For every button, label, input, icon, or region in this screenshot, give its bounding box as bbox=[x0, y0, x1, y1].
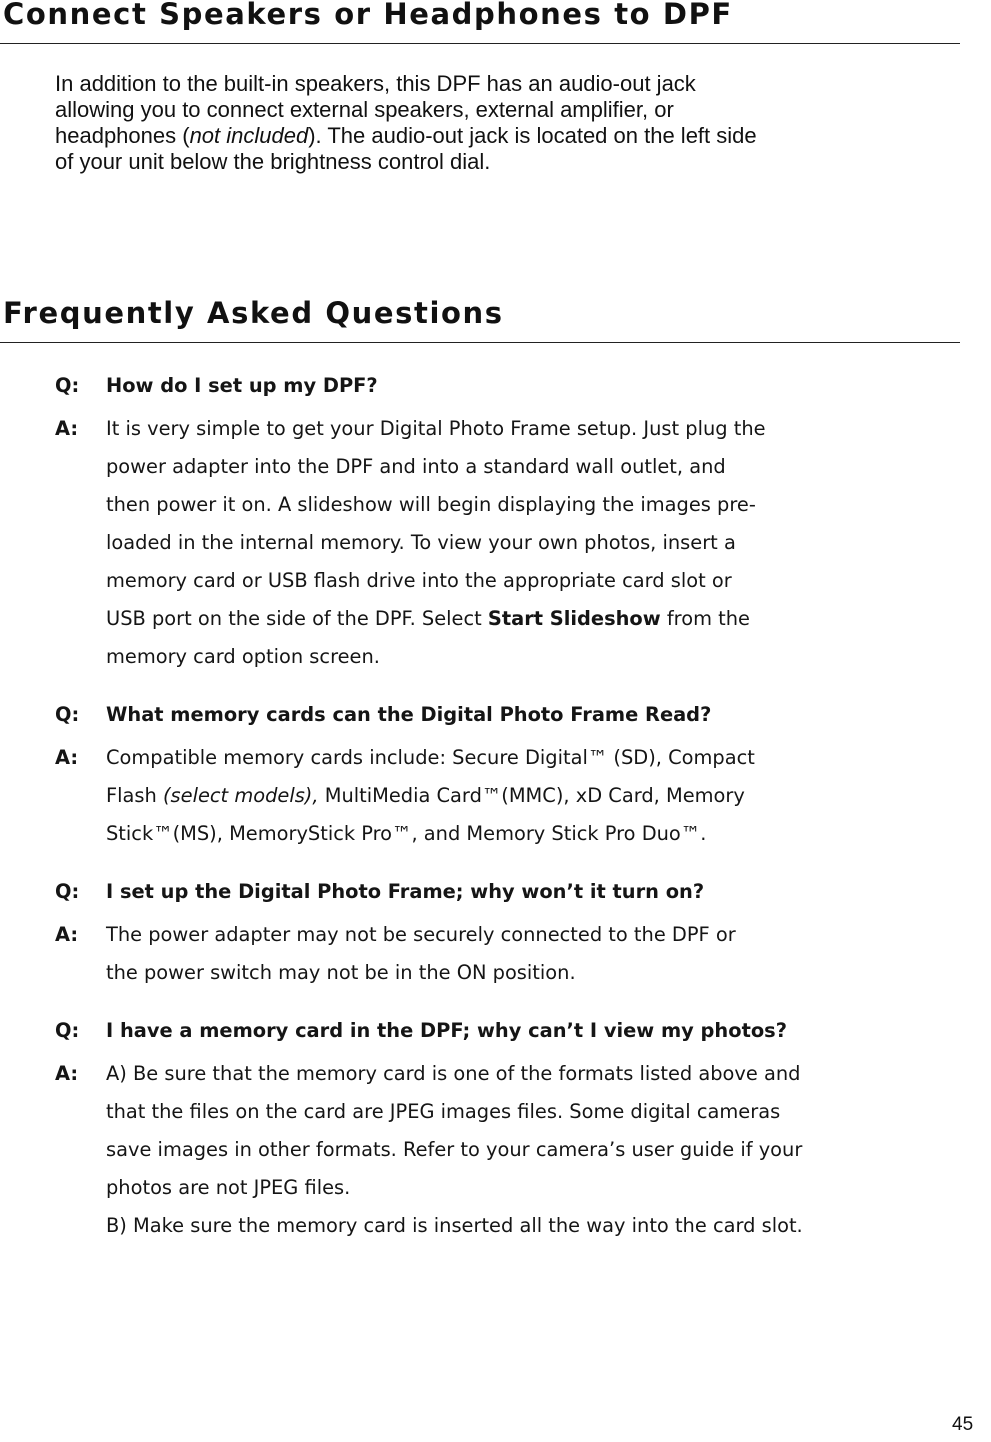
q-label: Q: bbox=[55, 1019, 80, 1042]
intro-text: headphones ( bbox=[55, 123, 190, 148]
a-label: A: bbox=[55, 746, 79, 769]
answer-line: photos are not JPEG files. bbox=[106, 1176, 351, 1199]
question-text: How do I set up my DPF? bbox=[106, 374, 378, 397]
start-slideshow-emphasis: Start Slideshow bbox=[487, 607, 661, 630]
q-label: Q: bbox=[55, 703, 80, 726]
intro-line bbox=[55, 123, 955, 149]
answer-line bbox=[106, 600, 991, 638]
answer-line: the power switch may not be in the ON position. bbox=[106, 961, 576, 984]
q-label: Q: bbox=[55, 880, 80, 903]
faq-answer bbox=[0, 916, 991, 992]
answer-line: power adapter into the DPF and into a standard wall outlet, and bbox=[106, 455, 726, 478]
faq-question bbox=[0, 873, 991, 911]
answer-line: The power adapter may not be securely connected to the DPF or bbox=[106, 923, 736, 946]
answer-line bbox=[106, 777, 991, 815]
answer-text: Flash bbox=[106, 784, 163, 807]
question-text: What memory cards can the Digital Photo Frame Read? bbox=[106, 703, 712, 726]
answer-text: USB port on the side of the DPF. Select bbox=[106, 607, 488, 630]
intro-line: of your unit below the brightness control dial. bbox=[55, 149, 491, 174]
faq-list bbox=[0, 367, 991, 1265]
answer-line: that the files on the card are JPEG images files. Some digital cameras bbox=[106, 1100, 781, 1123]
intro-paragraph bbox=[55, 71, 955, 175]
answer-line: save images in other formats. Refer to your camera’s user guide if your bbox=[106, 1138, 803, 1161]
faq-answer bbox=[0, 410, 991, 676]
answer-line: memory card option screen. bbox=[106, 645, 380, 668]
answer-line: B) Make sure the memory card is inserted all the way into the card slot. bbox=[106, 1214, 803, 1237]
answer-line: Compatible memory cards include: Secure Digital™ (SD), Compact bbox=[106, 746, 755, 769]
answer-text: MultiMedia Card™(MMC), xD Card, Memory bbox=[318, 784, 745, 807]
faq-heading: Frequently Asked Questions bbox=[3, 296, 504, 330]
answer-line: memory card or USB flash drive into the appropriate card slot or bbox=[106, 569, 732, 592]
page-number: 45 bbox=[952, 1414, 974, 1435]
a-label: A: bbox=[55, 923, 79, 946]
intro-line: allowing you to connect external speakers, external amplifier, or bbox=[55, 97, 674, 122]
answer-line: Stick™(MS), MemoryStick Pro™, and Memory Stick Pro Duo™. bbox=[106, 822, 707, 845]
intro-text: ). The audio-out jack is located on the left side bbox=[308, 123, 757, 148]
heading-rule bbox=[0, 43, 960, 44]
question-text: I set up the Digital Photo Frame; why won’t it turn on? bbox=[106, 880, 705, 903]
question-text: I have a memory card in the DPF; why can’t I view my photos? bbox=[106, 1019, 787, 1042]
intro-line: In addition to the built-in speakers, this DPF has an audio-out jack bbox=[55, 71, 696, 96]
answer-line: It is very simple to get your Digital Photo Frame setup. Just plug the bbox=[106, 417, 766, 440]
faq-question bbox=[0, 1012, 991, 1050]
answer-line: loaded in the internal memory. To view your own photos, insert a bbox=[106, 531, 736, 554]
a-label: A: bbox=[55, 1062, 79, 1085]
faq-question bbox=[0, 696, 991, 734]
faq-answer bbox=[0, 739, 991, 853]
a-label: A: bbox=[55, 417, 79, 440]
heading-rule bbox=[0, 342, 960, 343]
answer-text: from the bbox=[660, 607, 750, 630]
q-label: Q: bbox=[55, 374, 80, 397]
faq-answer bbox=[0, 1055, 991, 1245]
answer-line: A) Be sure that the memory card is one of the formats listed above and bbox=[106, 1062, 801, 1085]
select-models-emphasis: (select models), bbox=[162, 784, 319, 807]
not-included-emphasis: not included bbox=[189, 123, 309, 148]
answer-line: then power it on. A slideshow will begin displaying the images pre- bbox=[106, 493, 756, 516]
faq-question bbox=[0, 367, 991, 405]
section-heading-connect-speakers: Connect Speakers or Headphones to DPF bbox=[3, 0, 733, 31]
